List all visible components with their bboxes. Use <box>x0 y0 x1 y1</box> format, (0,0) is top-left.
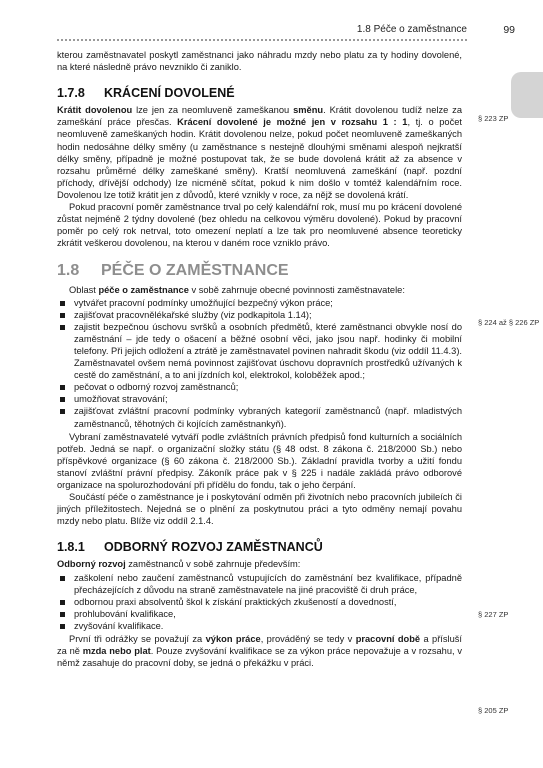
list-item: umožňovat stravování; <box>57 393 462 405</box>
list-item: prohlubování kvalifikace, <box>57 608 462 620</box>
bold-term: Krátit dovolenou <box>57 105 133 116</box>
chapter-heading-18 <box>57 262 462 280</box>
text-run: První tři odrážky se považují za <box>69 634 206 645</box>
margin-note-s227: § 227 ZP <box>478 610 509 619</box>
list-item: zajišťovat zvláštní pracovní podmínky vybraných kategorií zaměstnanců (např. mladistvých zaměstnanců, těhotných či kojících zaměstnankyň). <box>57 405 462 429</box>
list-item: odbornou praxi absolventů škol k získání praktických zkušeností a dovedností, <box>57 596 462 608</box>
section-heading-178 <box>57 87 462 99</box>
section-title: ODBORNÝ ROZVOJ ZAMĚSTNANCŮ <box>104 540 323 555</box>
header-dotted-rule <box>57 39 467 41</box>
paragraph <box>57 284 462 296</box>
paragraph: Vybraní zaměstnavatelé vytváří podle zvláštních právních předpisů fond kulturních a sociálních potřeb. Jedná se např. o organizační složky státu (§ 48 odst. 8 zákona č. 218/2000 Sb.) nebo příspěvkové organizace (§ 60 zákona č. 218/2000 Sb.). Základní pravidla tvorby a užití fondu stanoví zvláštní právní předpisy. Zákoník práce pak v § 225 i nadále zakládá právo odborové organizace na spolurozhodování při přídělu do fondu, tak o jeho čerpání. <box>57 431 462 490</box>
text-run: lze jen za neomluveně zameškanou <box>132 105 294 116</box>
page-body <box>57 49 462 669</box>
list-item: zaškolení nebo zaučení zaměstnanců vstupujících do zaměstnání bez kvalifikace, případně přecházejících z důvodu na straně zaměstnavatele na jiné pracoviště či druh práce, <box>57 572 462 596</box>
text-run: . Pouze zvyšování kvalifikace se za výkon práce nepovažuje a v rozsahu, v němž zasahuje do pracovní doby, se jedná o překážku v práci. <box>57 646 462 669</box>
paragraph <box>57 633 462 669</box>
paragraph: Pokud pracovní poměr zaměstnance trval po celý kalendářní rok, musí mu po krácení dovolené zůstat nejméně 2 týdny dovolené (bez ohledu na celkovou výměru dovolené). Pokud by pracovní poměr po celý rok netrval, toto omezení neplatí a lze tak pro neomluvené absence teoreticky zkrátit veškerou dovolenou, na kterou v daném roce vzniklo právo. <box>57 202 462 249</box>
intro-paragraph: kterou zaměstnavatel poskytl zaměstnanci jako náhradu mzdy nebo platu za ty hodiny dovolené, na které následně právo nevzniklo či zaniklo. <box>57 50 462 73</box>
chapter-number: 1.8 <box>57 262 80 280</box>
text-run: Oblast <box>69 284 99 295</box>
paragraph <box>57 558 462 570</box>
bold-term: Krácení dovolené je možné jen v rozsahu 1 : 1 <box>177 117 408 128</box>
section-number: 1.8.1 <box>57 540 85 555</box>
text-run: , prováděný se tedy v <box>260 634 356 645</box>
list-item: zvyšování kvalifikace. <box>57 620 462 632</box>
page-number: 99 <box>503 24 515 36</box>
text-run: a přísluší za ně <box>57 634 462 657</box>
bold-term: péče o zaměstnance <box>98 284 189 295</box>
bold-term: pracovní době <box>355 634 421 645</box>
text-run: v sobě zahrnuje obecné povinnosti zaměstnavatele: <box>188 284 405 295</box>
bold-term: Odborný rozvoj <box>57 559 126 570</box>
bullet-list <box>57 572 462 632</box>
list-item: zajišťovat pracovnělékařské služby (viz podkapitola 1.14); <box>57 309 462 321</box>
section-number: 1.7.8 <box>57 86 85 101</box>
margin-note-s223: § 223 ZP <box>478 114 509 123</box>
bold-term: mzda nebo plat <box>82 646 151 657</box>
chapter-title: PÉČE O ZAMĚSTNANCE <box>101 262 289 280</box>
margin-note-s224-226: § 224 až § 226 ZP <box>478 318 540 327</box>
bullet-list <box>57 297 462 430</box>
section-heading-181 <box>57 541 462 553</box>
list-item: vytvářet pracovní podmínky umožňující bezpečný výkon práce; <box>57 297 462 309</box>
running-header-title: 1.8 Péče o zaměstnance <box>356 24 467 35</box>
text-run: , tj. o počet neomluveně zameškaných hodin. Krátit dovolenou nelze, pokud počet neomluveně zameškaných hodin nedosáhne délky směny (u zaměstnance s nestejně dlouhými směnami alespoň nejkratší délky směny, případně je možné postupovat tak, že se bude dovolená krátit až za absence v rozsahu průměrné délky zameškané směny). Kratší neomluvená zameškání (např. pozdní příchody, dřívější odchody) lze nicméně sčítat, pokud k nim došlo v tomtéž kalendářním roce. Dovolenou lze totiž krátit jen z důvodů, které vznikly v roce, za nějž se dovolená krátí. <box>57 117 462 200</box>
running-header <box>0 0 543 40</box>
list-item: zajistit bezpečnou úschovu svršků a osobních předmětů, které zaměstnanci obvykle nosí do zaměstnání – jde tedy o ošacení a běžné osobní věci, jako jsou např. hodinky či mobilní telefony. Při jejich odložení a ztrátě je zaměstnavatel povinen nahradit škodu (viz oddíl 11.4.3). Zaměstnavatel ovšem nemá povinnost zajišťovat úschovu dopravních prostředků užívaných k cestě do zaměstnání, a to ani jízdních kol, elektrokol, koloběžek apod.; <box>57 321 462 381</box>
bold-term: směnu <box>293 105 324 116</box>
paragraph <box>57 104 462 201</box>
text-run: zaměstnanců v sobě zahrnuje především: <box>125 559 301 570</box>
paragraph: Součástí péče o zaměstnance je i poskytování odměn při životních nebo pracovních jubileích či jiných příležitostech. Nejedná se o plnění za poskytnutou práci a tyto odměny nemají povahu mzdy nebo platu. Blíže viz oddíl 2.1.4. <box>57 492 462 527</box>
list-item: pečovat o odborný rozvoj zaměstnanců; <box>57 381 462 393</box>
margin-note-s205: § 205 ZP <box>478 706 509 715</box>
section-title: KRÁCENÍ DOVOLENÉ <box>104 86 235 101</box>
chapter-thumb-tab <box>511 72 543 118</box>
bold-term: výkon práce <box>205 634 261 645</box>
text-run: . Krátit dovolenou tudíž nelze za zameškání práce přesčas. <box>57 105 462 128</box>
